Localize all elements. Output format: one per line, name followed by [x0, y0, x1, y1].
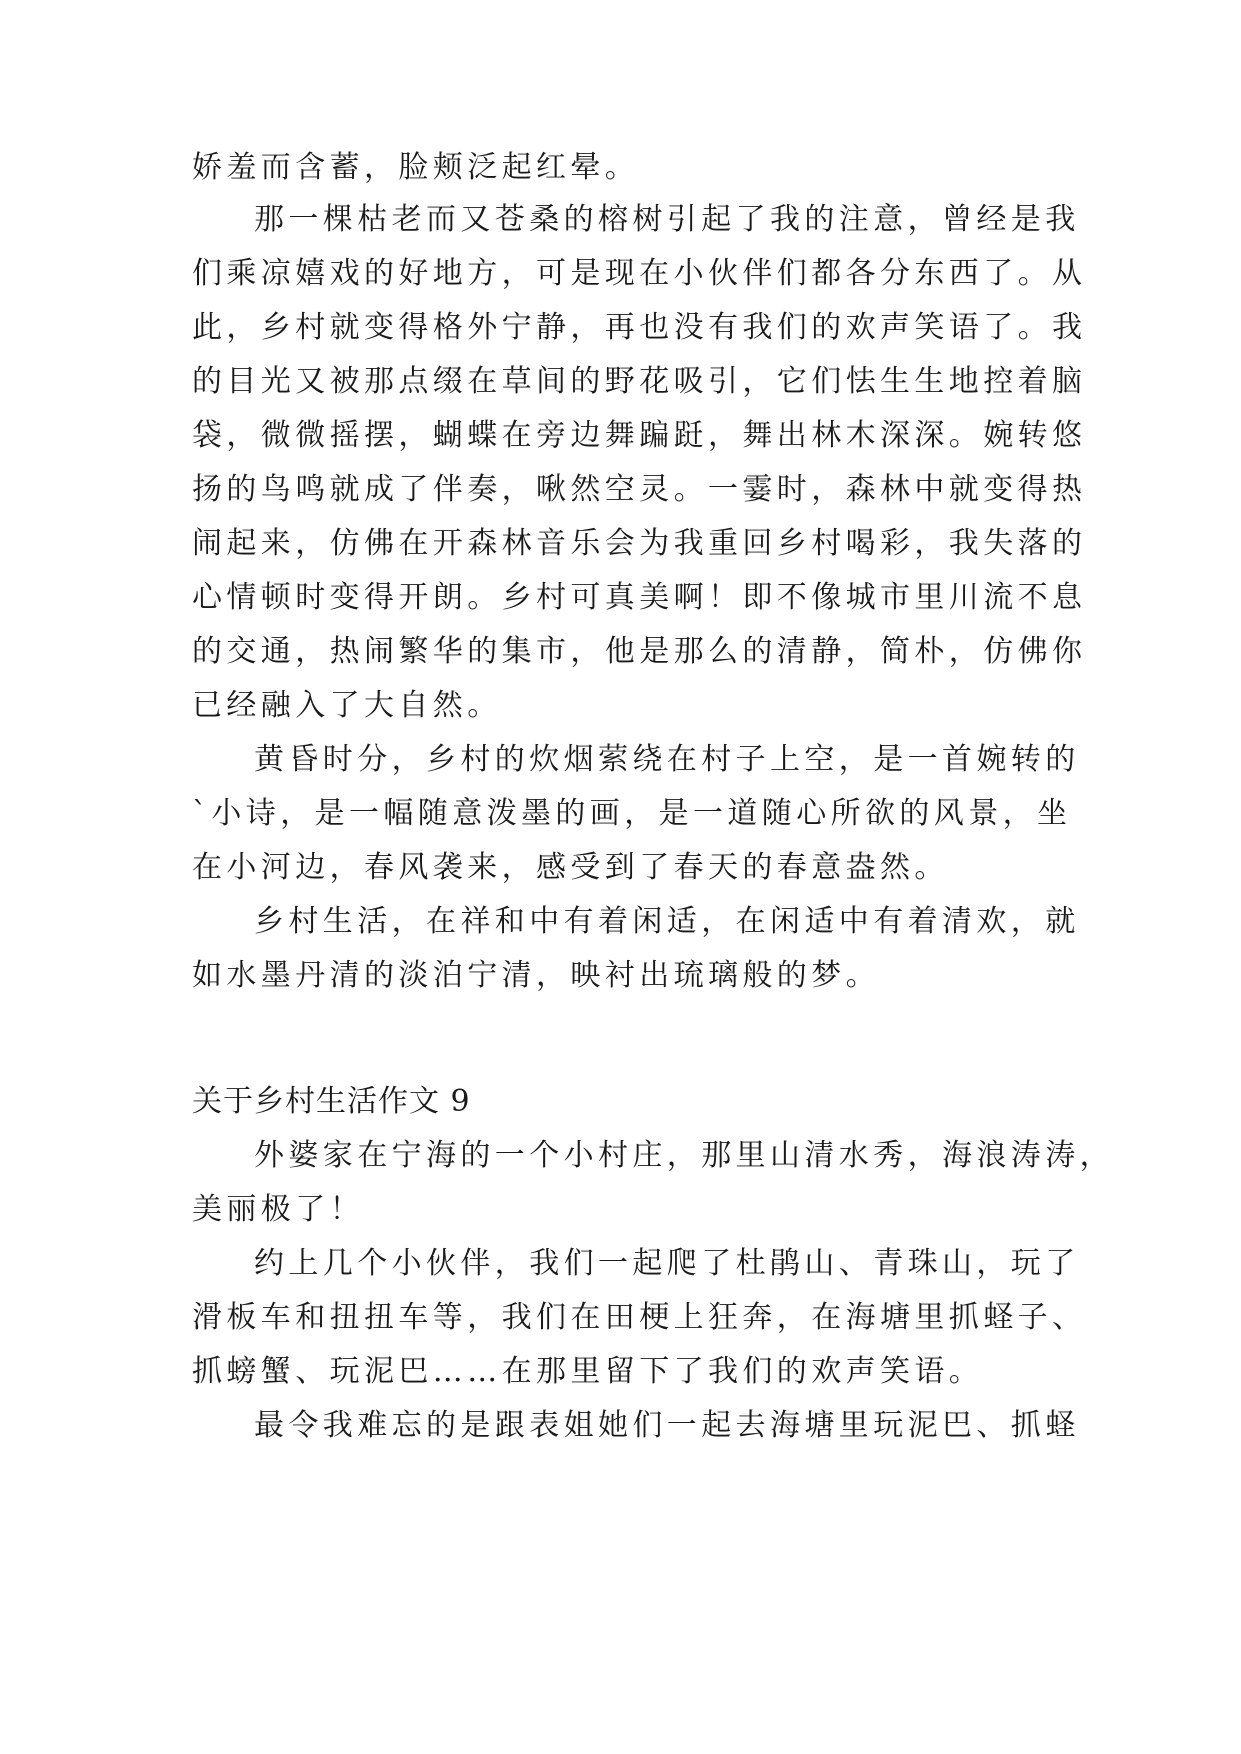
text-line: 约上几个小伙伴，我们一起爬了杜鹃山、青珠山，玩了	[254, 1246, 1080, 1281]
text-line: 的交通，热闹繁华的集市，他是那么的清静，简朴，仿佛你	[192, 634, 1087, 669]
text-line: 心情顿时变得开朗。乡村可真美啊！即不像城市里川流不息	[192, 580, 1087, 615]
text-line: 滑板车和扭扭车等，我们在田梗上狂奔，在海塘里抓蛏子、	[192, 1300, 1087, 1335]
text-line: 娇羞而含蓄，脸颊泛起红晕。	[192, 150, 640, 185]
text-line: `小诗，是一幅随意泼墨的画，是一道随心所欲的风景，坐	[192, 796, 1072, 831]
text-line: 黄昏时分，乡村的炊烟萦绕在村子上空，是一首婉转的	[254, 742, 1080, 777]
text-line: 外婆家在宁海的一个小村庄，那里山清水秀，海浪涛涛，	[254, 1138, 1114, 1173]
text-line: 袋，微微摇摆，蝴蝶在旁边舞蹁跹，舞出林木深深。婉转悠	[192, 418, 1087, 453]
text-line: 如水墨丹清的淡泊宁清，映衬出琉璃般的梦。	[192, 958, 880, 993]
text-line: 闹起来，仿佛在开森林音乐会为我重回乡村喝彩，我失落的	[192, 526, 1087, 561]
text-line: 已经融入了大自然。	[192, 688, 502, 723]
text-line: 最令我难忘的是跟表姐她们一起去海塘里玩泥巴、抓蛏	[254, 1408, 1080, 1443]
text-line: 在小河边，春风袭来，感受到了春天的春意盎然。	[192, 850, 949, 885]
text-line: 抓螃蟹、玩泥巴……在那里留下了我们的欢声笑语。	[192, 1354, 984, 1389]
text-line: 美丽极了！	[192, 1192, 364, 1227]
text-line: 的目光又被那点缀在草间的野花吸引，它们怯生生地控着脑	[192, 364, 1087, 399]
text-line: 扬的鸟鸣就成了伴奏，啾然空灵。一霎时，森林中就变得热	[192, 472, 1087, 507]
text-line: 那一棵枯老而又苍桑的榕树引起了我的注意，曾经是我	[254, 202, 1080, 237]
text-line: 乡村生活，在祥和中有着闲适，在闲适中有着清欢，就	[254, 904, 1080, 939]
text-line: 此，乡村就变得格外宁静，再也没有我们的欢声笑语了。我	[192, 310, 1087, 345]
text-line: 们乘凉嬉戏的好地方，可是现在小伙伴们都各分东西了。从	[192, 256, 1087, 291]
section-title: 关于乡村生活作文 9	[192, 1084, 471, 1119]
